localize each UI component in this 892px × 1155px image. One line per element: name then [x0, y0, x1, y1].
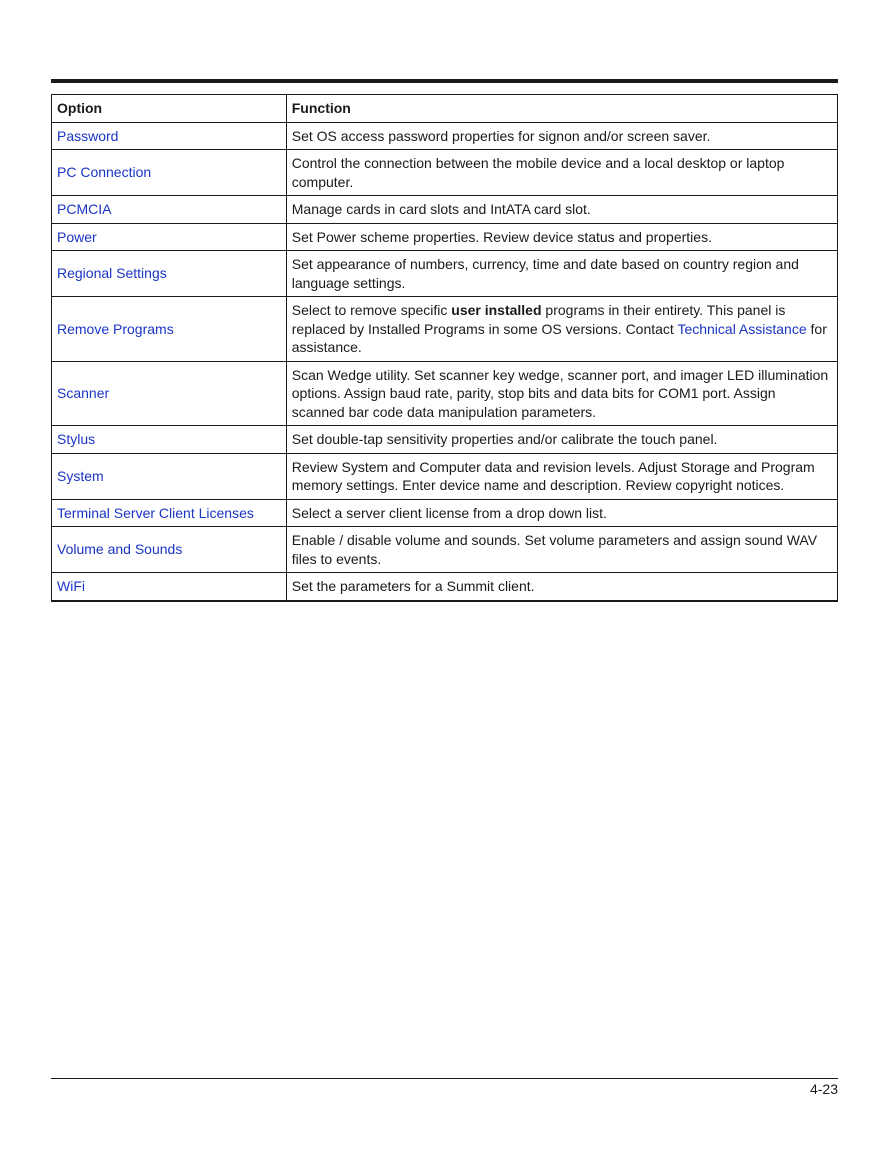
table-row — [52, 223, 838, 251]
option-link-regional-settings[interactable]: Regional Settings — [57, 265, 167, 282]
table-row — [52, 527, 838, 573]
function-description: Set Power scheme properties. Review device status and properties. — [286, 223, 837, 251]
column-header-function: Function — [286, 95, 837, 123]
table-row — [52, 426, 838, 454]
table-row — [52, 361, 838, 426]
technical-assistance-link[interactable]: Technical Assistance — [677, 320, 807, 337]
footer-rule — [51, 1078, 838, 1079]
table-row — [52, 122, 838, 150]
function-description — [286, 297, 837, 362]
option-link-wifi[interactable]: WiFi — [57, 578, 85, 594]
option-link-remove-programs[interactable]: Remove Programs — [57, 320, 174, 337]
option-link-scanner[interactable]: Scanner — [57, 385, 110, 401]
option-link-stylus[interactable]: Stylus — [57, 431, 96, 447]
option-link-power[interactable]: Power — [57, 228, 97, 245]
function-description: Set double-tap sensitivity properties and/or calibrate the touch panel. — [286, 426, 837, 454]
function-description: Set OS access password properties for signon and/or screen saver. — [286, 122, 837, 150]
options-table — [51, 94, 838, 602]
page-number: 4-23 — [809, 1081, 838, 1097]
description-text: Select to remove specific — [291, 302, 452, 318]
table-header-row — [52, 95, 838, 123]
option-link-system[interactable]: System — [57, 467, 104, 484]
emphasis-text: user installed — [451, 302, 542, 318]
table-row — [52, 573, 838, 601]
function-description: Enable / disable volume and sounds. Set volume parameters and assign sound WAV files to events. — [286, 527, 837, 573]
function-description: Set appearance of numbers, currency, time and date based on country region and language settings. — [286, 251, 837, 297]
option-link-pc-connection[interactable]: PC Connection — [57, 164, 152, 181]
description-text: programs in their entirety. This panel is replaced by Installed Programs in some OS versions. Contact — [291, 302, 786, 337]
function-description: Control the connection between the mobile device and a local desktop or laptop computer. — [286, 150, 837, 196]
description-text: for assistance. — [291, 320, 827, 355]
function-description: Review System and Computer data and revision levels. Adjust Storage and Program memory settings. Enter device name and description. Review copyright notices. — [286, 453, 837, 499]
table-row — [52, 297, 838, 362]
table-row — [52, 196, 838, 224]
option-link-password[interactable]: Password — [57, 127, 119, 144]
function-description: Manage cards in card slots and IntATA card slot. — [286, 196, 837, 224]
option-link-terminal-server-client-licenses[interactable]: Terminal Server Client Licenses — [57, 504, 254, 521]
function-description: Select a server client license from a drop down list. — [286, 499, 837, 527]
table-row — [52, 251, 838, 297]
function-description: Set the parameters for a Summit client. — [286, 573, 837, 601]
table-row — [52, 453, 838, 499]
column-header-option: Option — [52, 95, 287, 123]
table-row — [52, 150, 838, 196]
table-row — [52, 499, 838, 527]
function-description: Scan Wedge utility. Set scanner key wedge, scanner port, and imager LED illumination options. Assign baud rate, parity, stop bits and data bits for COM1 port. Assign scanned bar code data manipulation parameters. — [286, 361, 837, 426]
header-rule — [51, 79, 838, 83]
option-link-volume-and-sounds[interactable]: Volume and Sounds — [57, 541, 183, 558]
option-link-pcmcia[interactable]: PCMCIA — [57, 201, 112, 217]
